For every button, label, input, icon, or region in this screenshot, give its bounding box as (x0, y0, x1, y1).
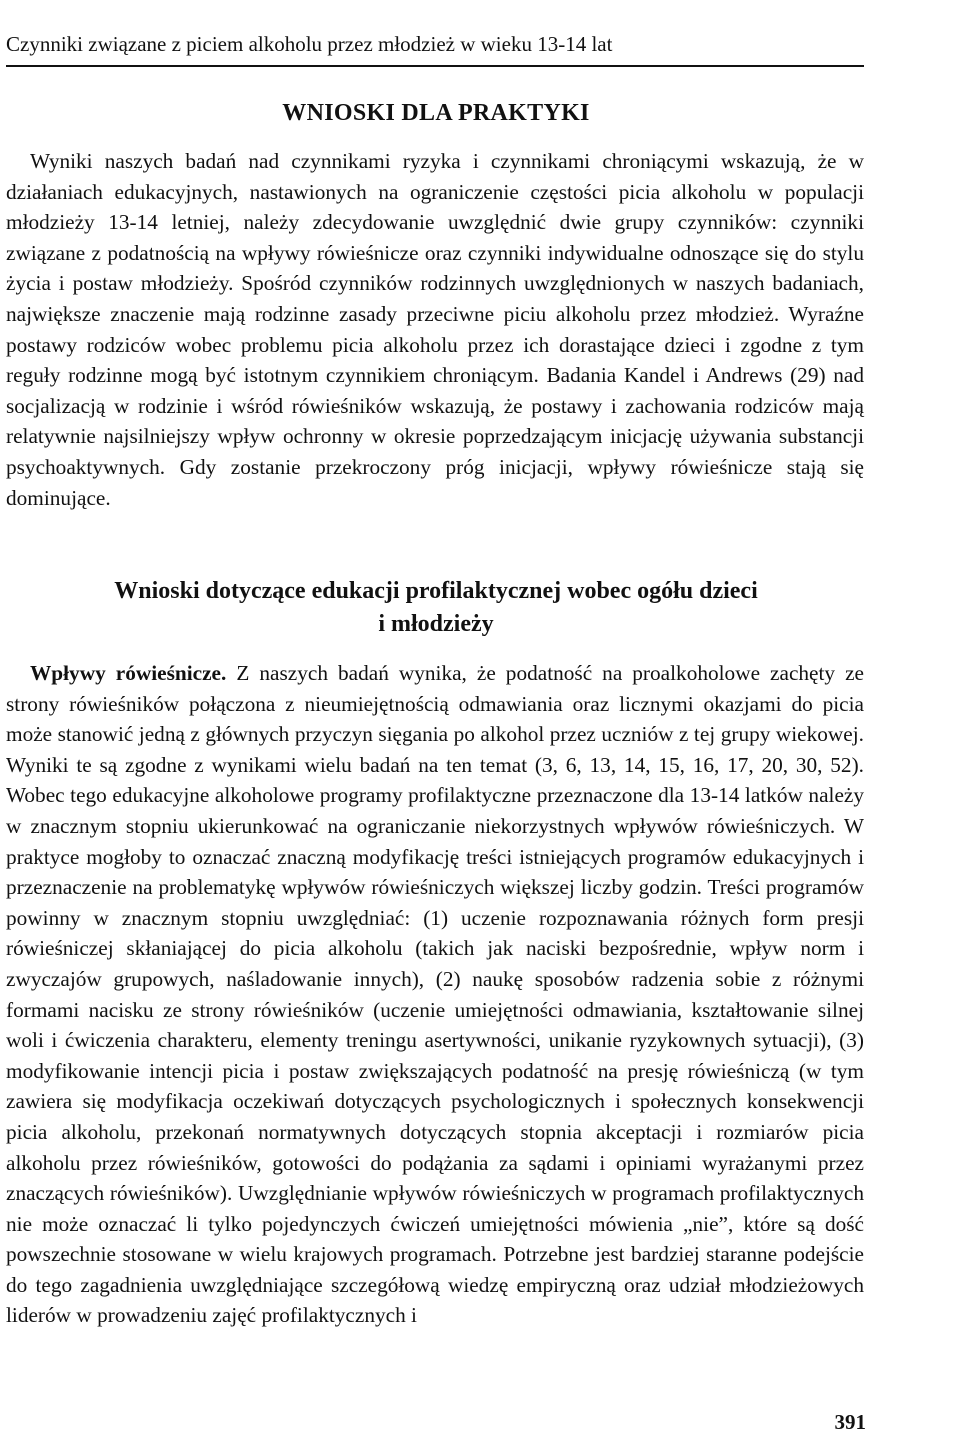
subsection-title-line-1: Wnioski dotyczące edukacji profilaktycznej wobec ogółu dzieci (114, 578, 758, 604)
subsection-title (0, 575, 872, 641)
section-title: WNIOSKI DLA PRAKTYKI (282, 100, 590, 126)
body-paragraph-2-text: Z naszych badań wynika, że podatność na proalkoholowe zachęty ze strony rówieśników połączona z nieumiejętnością odmawiania oraz licznymi okazjami do picia może stanowić jedną z głównych przyczyn sięgania po alkohol przez uczniów z tej grupy wiekowej. Wyniki te są zgodne z wynikami wielu badań na ten temat (3, 6, 13, 14, 15, 16, 17, 20, 30, 52). Wobec tego edukacyjne alkoholowe programy profilaktyczne przeznaczone dla 13-14 latków należy w znacznym stopniu ukierunkować na ograniczanie niekorzystnych wpływów rówieśniczych. W praktyce mogłoby to oznaczać znaczną modyfikację treści istniejących programów edukacyjnych i przeznaczenie na problematykę wpływów rówieśniczych większej liczby godzin. Treści programów powinny w znacznym stopniu uwzględniać: (1) uczenie rozpoznawania różnych form presji rówieśniczej skłaniającej do picia alkoholu (takich jak naciski bezpośrednie, wpływ norm i zwyczajów grupowych, naśladowanie innych), (2) naukę sposobów radzenia sobie z różnymi formami nacisku ze strony rówieśników (uczenie umiejętności odmawiania, kształtowanie silnej woli i ćwiczenia charakteru, elementy treningu asertywności, unikanie ryzykownych sytuacji), (3) modyfikowanie intencji picia i postaw zwiększających podatność na presję rówieśniczą (w tym zawiera się modyfikacja oczekiwań dotyczących psychologicznych i społecznych konsekwencji picia alkoholu, przekonań normatywnych dotyczących stopnia akceptacji i rozmiarów picia alkoholu przez rówieśników, gotowości do podążania za sądami i opiniami wyrażanymi przez znaczących rówieśników). Uwzględnianie wpływów rówieśniczych w programach profilaktycznych nie może oznaczać li tylko pojedynczych ćwiczeń umiejętności mówienia „nie”, które są dość powszechnie stosowane w wielu krajowych programach. Potrzebne jest bardziej staranne podejście do tego zagadnienia uwzględniające szczegółową wiedzę empiryczną oraz udział młodzieżowych liderów w prowadzeniu zajęć profilaktycznych i (6, 661, 864, 1328)
header-rule (6, 65, 864, 67)
running-head: Czynniki związane z piciem alkoholu przez młodzież w wieku 13-14 lat (6, 32, 613, 56)
body-paragraph-2 (6, 658, 864, 1331)
body-paragraph-1: Wyniki naszych badań nad czynnikami ryzyka i czynnikami chroniącymi wskazują, że w działaniach edukacyjnych, nastawionych na ograniczenie częstości picia alkoholu w populacji młodzieży 13-14 letniej, należy zdecydowanie uwzględnić dwie grupy czynników: czynniki związane z podatnością na wpływy rówieśnicze oraz czynniki indywidualne odnoszące się do stylu życia i postaw młodzieży. Spośród czynników rodzinnych uwzględnionych w naszych badaniach, największe znaczenie mają rodzinne zasady przeciwne piciu alkoholu przez młodzież. Wyraźne postawy rodziców wobec problemu picia alkoholu przez ich dorastające dzieci i zgodne z tym reguły rodzinne mogą być istotnym czynnikiem chroniącym. Badania Kandel i Andrews (29) nad socjalizacją w rodzinie i wśród rówieśników wskazują, że postawy i zachowania rodziców mają relatywnie najsilniejszy wpływ ochronny w okresie poprzedzającym inicjację używania substancji psychoaktywnych. Gdy zostanie przekroczony próg inicjacji, wpływy rówieśnicze stają się dominujące. (6, 149, 864, 510)
page-number: 391 (834, 1410, 866, 1434)
run-in-heading: Wpływy rówieśnicze. (30, 661, 227, 685)
subsection-title-line-2: i młodzieży (378, 611, 494, 637)
